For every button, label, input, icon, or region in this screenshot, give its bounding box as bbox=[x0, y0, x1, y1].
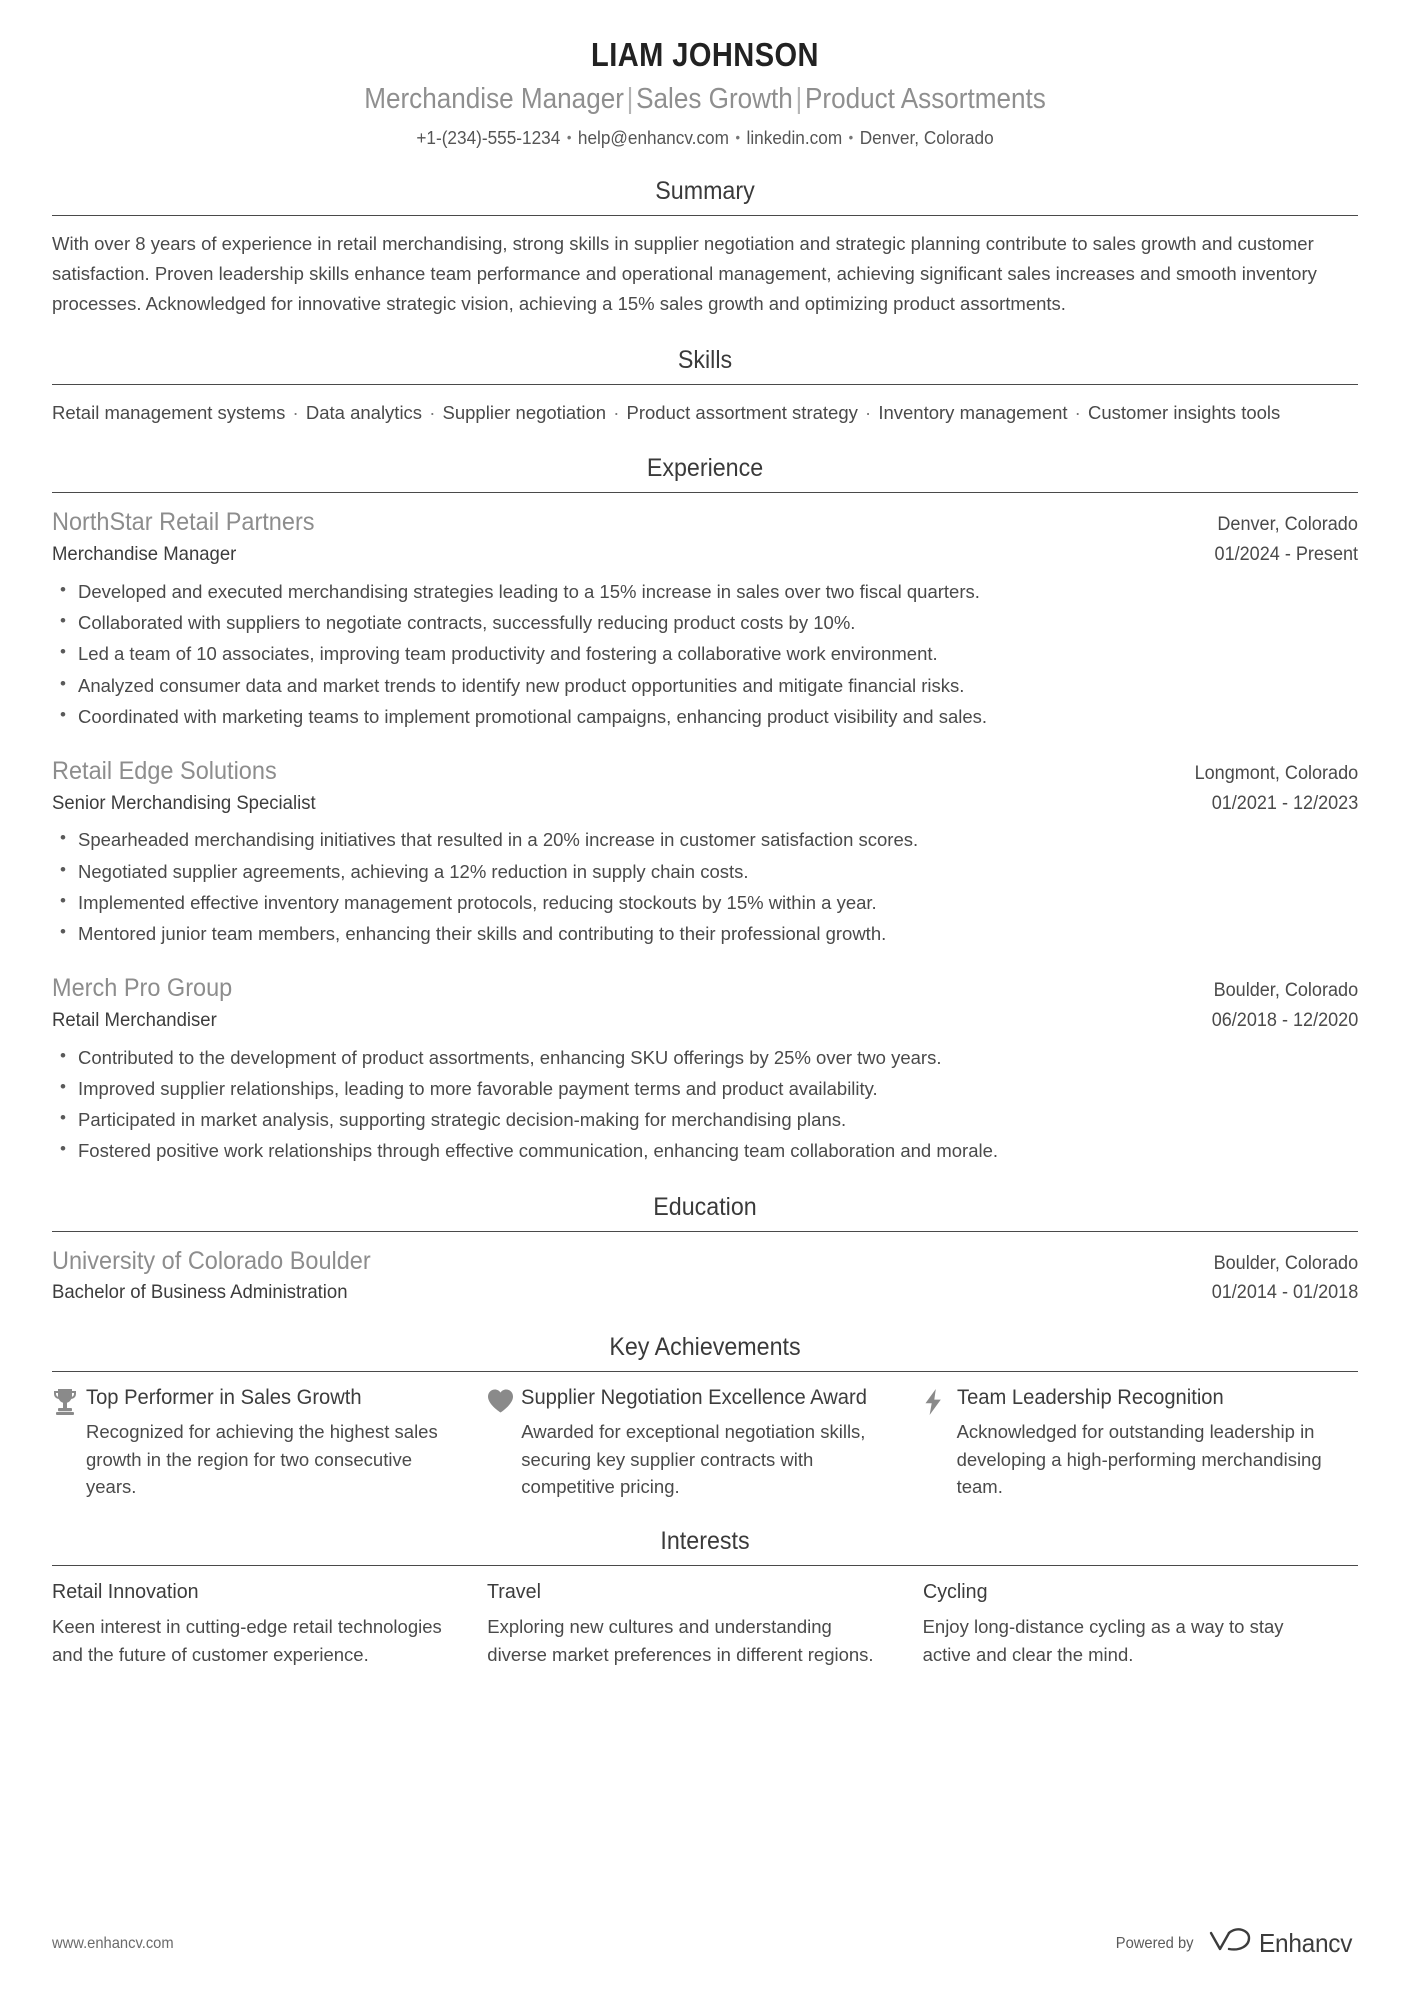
section-title-interests: Interests bbox=[660, 1527, 750, 1556]
experience-bullet: • Collaborated with suppliers to negotiate contracts, successfully reducing product costs by 10%. bbox=[52, 609, 1358, 637]
education-dates: 01/2014 - 01/2018 bbox=[1211, 1282, 1358, 1304]
skill-separator-icon: · bbox=[424, 401, 441, 423]
skill-item: Inventory management bbox=[878, 401, 1068, 423]
skill-item: Supplier negotiation bbox=[442, 401, 607, 423]
section-title-education: Education bbox=[653, 1192, 757, 1221]
bullet-separator-icon: • bbox=[848, 128, 854, 145]
experience-location: Denver, Colorado bbox=[1217, 514, 1358, 536]
headline-separator-icon: | bbox=[795, 83, 803, 116]
experience-dates: 06/2018 - 12/2020 bbox=[1211, 1009, 1358, 1031]
experience-entry bbox=[52, 506, 1358, 731]
achievement-body bbox=[521, 1385, 888, 1501]
footer-branding bbox=[1109, 1928, 1358, 1959]
experience-bullet: • Led a team of 10 associates, improving team productivity and fostering a collaborative work environment. bbox=[52, 640, 1358, 668]
interest-title: Cycling bbox=[922, 1580, 988, 1604]
enhancv-logo bbox=[1207, 1928, 1358, 1959]
experience-bullet: • Implemented effective inventory management protocols, reducing stockouts by 15% within a year. bbox=[52, 889, 1358, 917]
achievement-body bbox=[957, 1385, 1324, 1501]
skills-list bbox=[52, 398, 1282, 428]
footer-website-link[interactable]: www.enhancv.com bbox=[52, 1934, 174, 1952]
skill-item: Retail management systems bbox=[52, 401, 286, 423]
experience-bullet: • Improved supplier relationships, leading to more favorable payment terms and product availability. bbox=[52, 1075, 1358, 1103]
summary-text: With over 8 years of experience in retail merchandising, strong skills in supplier negotiation and strategic planning contribute to sales growth and customer satisfaction. Proven leadership skills enhance team performance and operational management, achieving significant sales increases and smooth inventory processes. Acknowledged for innovative strategic vision, achieving a 15% sales growth and optimizing product assortments. bbox=[52, 232, 1317, 314]
achievements-grid bbox=[52, 1385, 1358, 1501]
powered-by-label: Powered by bbox=[1116, 1934, 1194, 1952]
achievement-item bbox=[52, 1385, 487, 1501]
experience-role: Retail Merchandiser bbox=[52, 1008, 217, 1031]
section-title-summary: Summary bbox=[655, 176, 755, 205]
skill-separator-icon: · bbox=[608, 401, 625, 423]
candidate-name: LIAM JOHNSON bbox=[591, 36, 819, 73]
contact-phone: +1-(234)-555-1234 bbox=[416, 126, 561, 148]
enhancv-mark-icon bbox=[1207, 1928, 1251, 1959]
interest-description: Keen interest in cutting-edge retail technologies and the future of customer experience. bbox=[52, 1616, 442, 1665]
page-footer bbox=[52, 1928, 1358, 1959]
contact-linkedin[interactable]: linkedin.com bbox=[746, 126, 843, 148]
skill-item: Product assortment strategy bbox=[626, 401, 858, 423]
experience-bullet: • Developed and executed merchandising strategies leading to a 15% increase in sales over two fiscal quarters. bbox=[52, 578, 1358, 606]
trophy-icon bbox=[52, 1385, 86, 1501]
section-divider bbox=[52, 1371, 1358, 1372]
education-entry bbox=[52, 1245, 1358, 1306]
experience-role: Senior Merchandising Specialist bbox=[52, 791, 316, 814]
education-entry-header bbox=[52, 1245, 1358, 1278]
experience-company: NorthStar Retail Partners bbox=[52, 508, 315, 537]
interest-description: Exploring new cultures and understanding diverse market preferences in different regions. bbox=[487, 1616, 874, 1665]
bullet-separator-icon: • bbox=[566, 128, 572, 145]
achievement-title: Supplier Negotiation Excellence Award bbox=[521, 1385, 868, 1409]
experience-role: Merchandise Manager bbox=[52, 542, 237, 565]
section-divider bbox=[52, 215, 1358, 216]
experience-bullet-list bbox=[52, 578, 1358, 731]
enhancv-wordmark: Enhancv bbox=[1258, 1928, 1353, 1958]
skill-separator-icon: · bbox=[287, 401, 304, 423]
education-location: Boulder, Colorado bbox=[1213, 1252, 1358, 1274]
experience-bullet-list bbox=[52, 1044, 1358, 1166]
headline-part-0: Merchandise Manager bbox=[364, 83, 624, 116]
headline-separator-icon: | bbox=[626, 83, 634, 116]
section-experience bbox=[52, 453, 1358, 1165]
experience-bullet: • Analyzed consumer data and market trends to identify new product opportunities and mitigate financial risks. bbox=[52, 672, 1358, 700]
achievement-description: Awarded for exceptional negotiation skills, securing key supplier contracts with competitive pricing. bbox=[521, 1421, 866, 1498]
experience-company: Merch Pro Group bbox=[52, 974, 233, 1003]
achievement-body bbox=[86, 1385, 453, 1501]
experience-entry-subheader bbox=[52, 1007, 1358, 1034]
experience-bullet: • Fostered positive work relationships through effective communication, enhancing team collaboration and morale. bbox=[52, 1137, 1358, 1165]
section-summary bbox=[52, 176, 1358, 319]
experience-entries bbox=[52, 506, 1358, 1165]
experience-bullet: • Contributed to the development of product assortments, enhancing SKU offerings by 25% over two years. bbox=[52, 1044, 1358, 1072]
skill-item: Data analytics bbox=[305, 401, 423, 423]
achievement-title: Team Leadership Recognition bbox=[956, 1385, 1224, 1409]
section-divider bbox=[52, 1565, 1358, 1566]
experience-bullet: • Negotiated supplier agreements, achieving a 12% reduction in supply chain costs. bbox=[52, 858, 1358, 886]
education-entries bbox=[52, 1245, 1358, 1306]
education-degree: Bachelor of Business Administration bbox=[52, 1281, 348, 1304]
experience-entry bbox=[52, 972, 1358, 1165]
interest-title: Travel bbox=[487, 1580, 542, 1604]
section-divider bbox=[52, 384, 1358, 385]
contact-bar bbox=[98, 126, 1313, 150]
experience-dates: 01/2024 - Present bbox=[1214, 543, 1358, 565]
section-divider bbox=[52, 1231, 1358, 1232]
headline-part-1: Sales Growth bbox=[636, 83, 793, 116]
skill-separator-icon: · bbox=[859, 401, 877, 423]
experience-entry-header bbox=[52, 506, 1358, 539]
skill-item: Customer insights tools bbox=[1088, 401, 1281, 423]
interest-item bbox=[923, 1579, 1358, 1667]
experience-bullet: • Participated in market analysis, supporting strategic decision-making for merchandising plans. bbox=[52, 1106, 1358, 1134]
achievement-title: Top Performer in Sales Growth bbox=[86, 1385, 362, 1409]
headline-part-2: Product Assortments bbox=[804, 83, 1046, 116]
contact-location: Denver, Colorado bbox=[859, 126, 994, 148]
interest-description: Enjoy long-distance cycling as a way to stay active and clear the mind. bbox=[922, 1616, 1284, 1665]
achievement-item bbox=[923, 1385, 1358, 1501]
section-skills bbox=[52, 345, 1358, 428]
section-education bbox=[52, 1192, 1358, 1306]
section-key-achievements bbox=[52, 1332, 1358, 1501]
experience-location: Longmont, Colorado bbox=[1194, 763, 1358, 785]
experience-company: Retail Edge Solutions bbox=[52, 757, 277, 786]
bullet-separator-icon: • bbox=[735, 128, 741, 145]
section-divider bbox=[52, 492, 1358, 493]
resume-header bbox=[52, 34, 1358, 150]
experience-location: Boulder, Colorado bbox=[1213, 980, 1358, 1002]
education-entry-subheader bbox=[52, 1279, 1358, 1306]
education-institution: University of Colorado Boulder bbox=[52, 1246, 371, 1275]
experience-entry-header bbox=[52, 755, 1358, 788]
interests-grid bbox=[52, 1579, 1358, 1667]
section-title-skills: Skills bbox=[677, 345, 733, 374]
experience-bullet: • Spearheaded merchandising initiatives that resulted in a 20% increase in customer satisfaction scores. bbox=[52, 826, 1358, 854]
experience-bullet-list bbox=[52, 826, 1358, 948]
candidate-headline bbox=[117, 81, 1292, 119]
lightning-bolt-icon bbox=[923, 1385, 957, 1501]
experience-entry-subheader bbox=[52, 790, 1358, 817]
contact-email[interactable]: help@enhancv.com bbox=[577, 126, 729, 148]
experience-entry-header bbox=[52, 972, 1358, 1005]
achievement-description: Acknowledged for outstanding leadership in developing a high-performing merchandising team. bbox=[956, 1421, 1322, 1498]
experience-entry-subheader bbox=[52, 541, 1358, 568]
experience-dates: 01/2021 - 12/2023 bbox=[1211, 792, 1358, 814]
section-title-key-achievements: Key Achievements bbox=[609, 1332, 801, 1361]
skill-separator-icon: · bbox=[1069, 401, 1086, 423]
experience-bullet: • Coordinated with marketing teams to implement promotional campaigns, enhancing product visibility and sales. bbox=[52, 703, 1358, 731]
interest-item bbox=[52, 1579, 487, 1667]
experience-entry bbox=[52, 755, 1358, 948]
achievement-description: Recognized for achieving the highest sales growth in the region for two consecutive years. bbox=[86, 1421, 438, 1498]
heart-icon bbox=[487, 1385, 521, 1501]
section-interests bbox=[52, 1526, 1358, 1667]
interest-title: Retail Innovation bbox=[52, 1580, 199, 1604]
section-title-experience: Experience bbox=[646, 454, 764, 483]
interest-item bbox=[487, 1579, 922, 1667]
experience-bullet: • Mentored junior team members, enhancing their skills and contributing to their professional growth. bbox=[52, 920, 1358, 948]
achievement-item bbox=[487, 1385, 922, 1501]
